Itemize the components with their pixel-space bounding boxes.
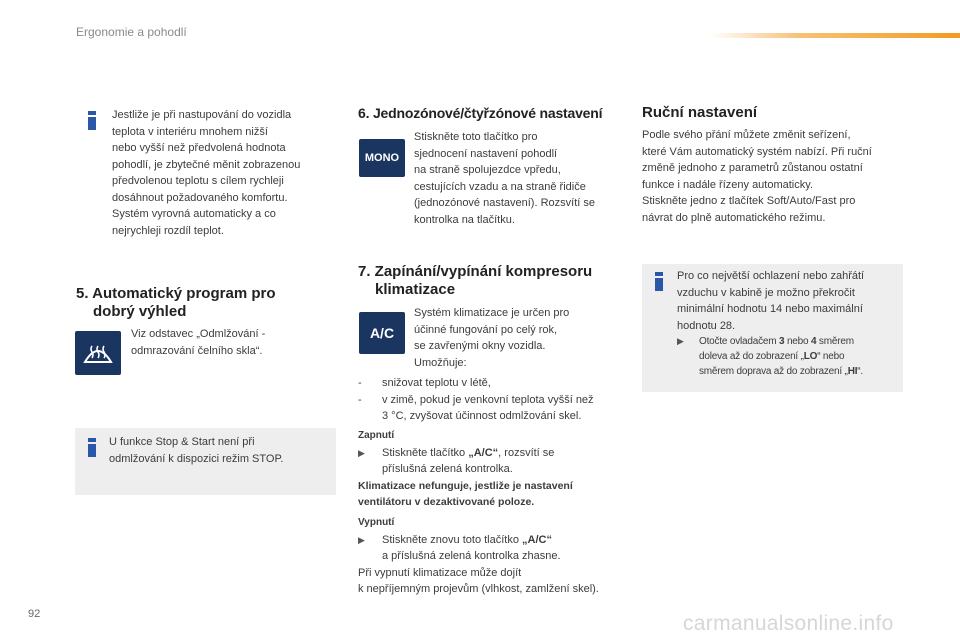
- defrost-button-icon: [75, 331, 121, 375]
- info-icon: [88, 438, 96, 457]
- header-accent-bar: [710, 33, 960, 38]
- section5-heading: 5. Automatický program pro dobrý výhled: [76, 285, 276, 320]
- manual-settings-text: Podle svého přání můžete změnit seřízení, které Vám automatický systém nabízí. Při ruční změně jednoho z parametrů zůstanou ostatní funkce i nadále řízeny automaticky. Stiskněte jedno z tlačítek Soft/Auto/Fast pro návrat do plně automatického režimu.: [642, 129, 872, 224]
- ac-off-section: Vypnutí ▶ Stiskněte znovu toto tlačítko „A/C“ a příslušná zelená kontrolka zhasne. Při vypnutí klimatizace může dojít k nepříjemným projevům (vlhkost, zamlžení skel).: [358, 517, 599, 595]
- section5-text: Viz odstavec „Odmlžování - odmrazování čelního skla“.: [131, 328, 266, 357]
- section6-heading: 6. Jednozónové/čtyřzónové nastavení: [358, 105, 603, 121]
- arrow-bullet-icon: ▶: [677, 336, 684, 346]
- ac-benefits-list: - snižovat teplotu v létě, - v zimě, pokud je venkovní teplota vyšší než 3 °C, zvyšovat účinnost odmlžování skel.: [358, 375, 628, 425]
- info-icon: [655, 272, 663, 291]
- manual-settings-heading: Ruční nastavení: [642, 104, 758, 121]
- info-note-stop-start: U funkce Stop & Start není při odmlžování k dispozici režim STOP.: [109, 436, 284, 465]
- mono-button-icon: MONO: [359, 139, 405, 177]
- section7-text: Systém klimatizace je určen pro účinné fungování po celý rok, se zavřenými okny vozidla. Umožňuje:: [414, 307, 570, 369]
- info-note-temperature: Jestliže je při nastupování do vozidla teplota v interiéru mnohem nižší nebo vyšší než předvolená hodnota pohodlí, je zbytečné měnit zobrazenou předvolenou teplotu s cílem rychleji dosáhnout požadovaného komfortu. Systém vyrovná automaticky a co nejrychleji rozdíl teplot.: [112, 109, 301, 237]
- ac-on-section: Zapnutí ▶ Stiskněte tlačítko „A/C“, rozsvítí se příslušná zelená kontrolka. Klimatizace nefunguje, jestliže je nastavení ventilátoru v dezaktivované poloze.: [358, 430, 573, 508]
- section7-heading: 7. Zapínání/vypínání kompresoru klimatizace: [358, 263, 593, 298]
- info-icon: [88, 111, 96, 130]
- page-number: 92: [28, 608, 41, 620]
- list-item: - snižovat teplotu v létě,: [358, 377, 491, 389]
- info-note-temperature-limits: Pro co největší ochlazení nebo zahřátí vzduchu v kabině je možno překročit minimální hodnotu 14 nebo maximální hodnotu 28.: [677, 270, 865, 332]
- arrow-bullet-icon: ▶: [358, 447, 365, 458]
- watermark: carmanualsonline.info: [683, 612, 894, 635]
- section6-text: Stiskněte toto tlačítko pro sjednocení nastavení pohodlí na straně spolujezdce vpředu, cestujících vzadu a na straně řidiče (jednozónové nastavení). Rozsvítí se kontrolka na tlačítku.: [414, 131, 595, 226]
- list-item: - v zimě, pokud je venkovní teplota vyšší než: [358, 393, 594, 406]
- info-note-instruction: ▶ Otočte ovladačem 3 nebo 4 směrem doleva až do zobrazení „LO“ nebo směrem doprava až do zobrazení „HI“.: [677, 336, 864, 377]
- arrow-bullet-icon: ▶: [358, 534, 365, 545]
- ac-button-icon: A/C: [359, 312, 405, 354]
- section-title: Ergonomie a pohodlí: [76, 25, 187, 39]
